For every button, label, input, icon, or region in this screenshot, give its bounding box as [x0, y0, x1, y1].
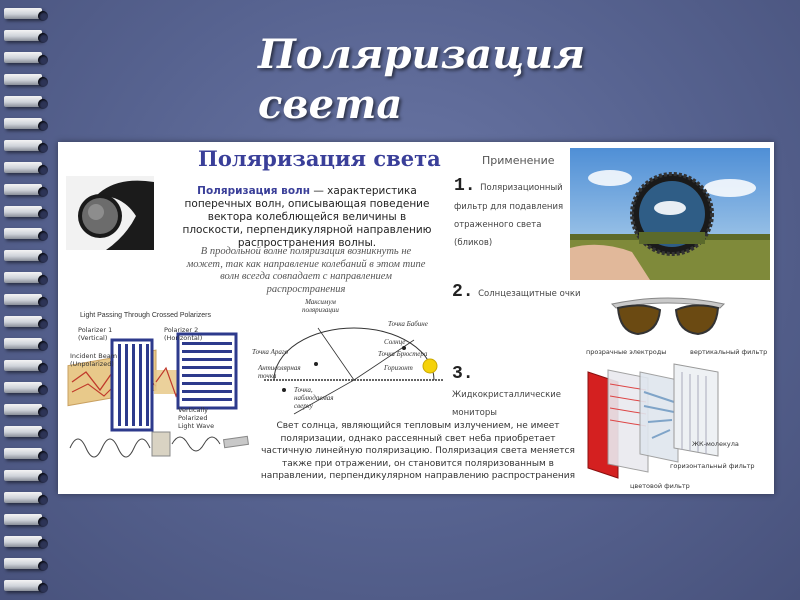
sky-horizon-label: Горизонт: [384, 364, 413, 372]
application-3: [452, 364, 582, 420]
binding-ring: [4, 316, 42, 327]
binding-ring: [4, 536, 42, 547]
binding-ring: [4, 272, 42, 283]
binding-ring: [4, 448, 42, 459]
application-2-number: 2.: [452, 282, 474, 302]
lcd-layers-diagram: [578, 352, 774, 492]
sunglasses-photo: [608, 292, 728, 344]
application-1: [454, 176, 570, 250]
binding-ring: [4, 52, 42, 63]
binding-ring: [4, 228, 42, 239]
binding-ring: [4, 96, 42, 107]
binding-ring: [4, 184, 42, 195]
sky-sun-label: Солнце: [384, 338, 406, 346]
application-3-number: 3.: [452, 364, 474, 384]
polarizer1-label: Polarizer 1 (Vertical): [78, 326, 113, 342]
lcd-horizontal-filter-label: горизонтальный фильтр: [670, 462, 755, 470]
lcd-vertical-filter-label: вертикальный фильтр: [690, 348, 768, 356]
binding-ring: [4, 492, 42, 503]
binding-ring: [4, 206, 42, 217]
binding-ring: [4, 30, 42, 41]
polarized-wave-label: Vertically Polarized Light Wave: [178, 406, 215, 430]
binding-ring: [4, 426, 42, 437]
applications-heading: Применение: [482, 154, 555, 167]
spiral-binding: [0, 0, 46, 600]
polarizer2-label: Polarizer 2 (Horizontal): [164, 326, 203, 342]
sky-babine-label: Точка Бабине: [388, 320, 428, 328]
binding-ring: [4, 558, 42, 569]
binding-ring: [4, 162, 42, 173]
binding-ring: [4, 338, 42, 349]
binding-ring: [4, 514, 42, 525]
binding-ring: [4, 8, 42, 19]
binding-ring: [4, 294, 42, 305]
poster-title: Поляризация света: [198, 146, 441, 171]
longitudinal-note: В продольной волне поляризация возникнуть не может, так как направление колебаний в этом типе волн всегда совпадает с направлением распространения: [186, 246, 426, 295]
binding-ring: [4, 470, 42, 481]
lcd-color-filter-label: цветовой фильтр: [630, 482, 690, 490]
binding-ring: [4, 382, 42, 393]
binding-ring: [4, 360, 42, 371]
slide-title: Поляризация света: [258, 31, 586, 128]
sky-light-note: Свет солнца, являющийся тепловым излучением, не имеет поляризации, однако рассеянный свет неба приобретает частичную линейную поляризацию. Поляризация света меняется также при отражении, он становится поляризованным в направлении, перпендикулярном направлению распространения: [260, 421, 576, 481]
application-2-text: Солнцезащитные очки: [478, 289, 581, 299]
sky-antisolar-label: Антисолярная точка: [258, 364, 301, 380]
poster-image: [58, 142, 774, 494]
sky-brewster-label: Точка Брюстера: [378, 350, 428, 358]
sky-observed-label: Точка, наблюдаемая сверху: [294, 386, 334, 410]
landscape-filter-photo: [570, 148, 770, 280]
application-1-text: Поляризационный фильтр для подавления отраженного света (бликов): [454, 183, 564, 248]
polarizer-filter-photo: [66, 176, 154, 250]
lcd-electrodes-label: прозрачные электроды: [586, 348, 667, 356]
binding-ring: [4, 74, 42, 85]
binding-ring: [4, 404, 42, 415]
crossed-polarizers-title: Light Passing Through Crossed Polarizers: [80, 312, 211, 319]
sky-max-label: Максимум поляризации: [302, 298, 339, 314]
definition-term: Поляризация волн: [197, 185, 310, 197]
application-1-number: 1.: [454, 176, 476, 196]
binding-ring: [4, 140, 42, 151]
sky-arago-label: Точка Араго: [252, 348, 289, 356]
binding-ring: [4, 118, 42, 129]
incident-beam-label: Incident Beam (Unpolarized): [70, 352, 118, 368]
application-3-text: Жидкокристаллические мониторы: [452, 390, 561, 418]
binding-ring: [4, 580, 42, 591]
definition-body: — характеристика поперечных волн, описывающая поведение вектора колеблющейся величины в плоскости, перпендикулярной направлению распространения волны.: [182, 185, 432, 249]
lcd-molecule-label: ЖК-молекула: [692, 440, 739, 448]
definition-text: [176, 185, 438, 250]
application-2: [452, 282, 582, 302]
binding-ring: [4, 250, 42, 261]
